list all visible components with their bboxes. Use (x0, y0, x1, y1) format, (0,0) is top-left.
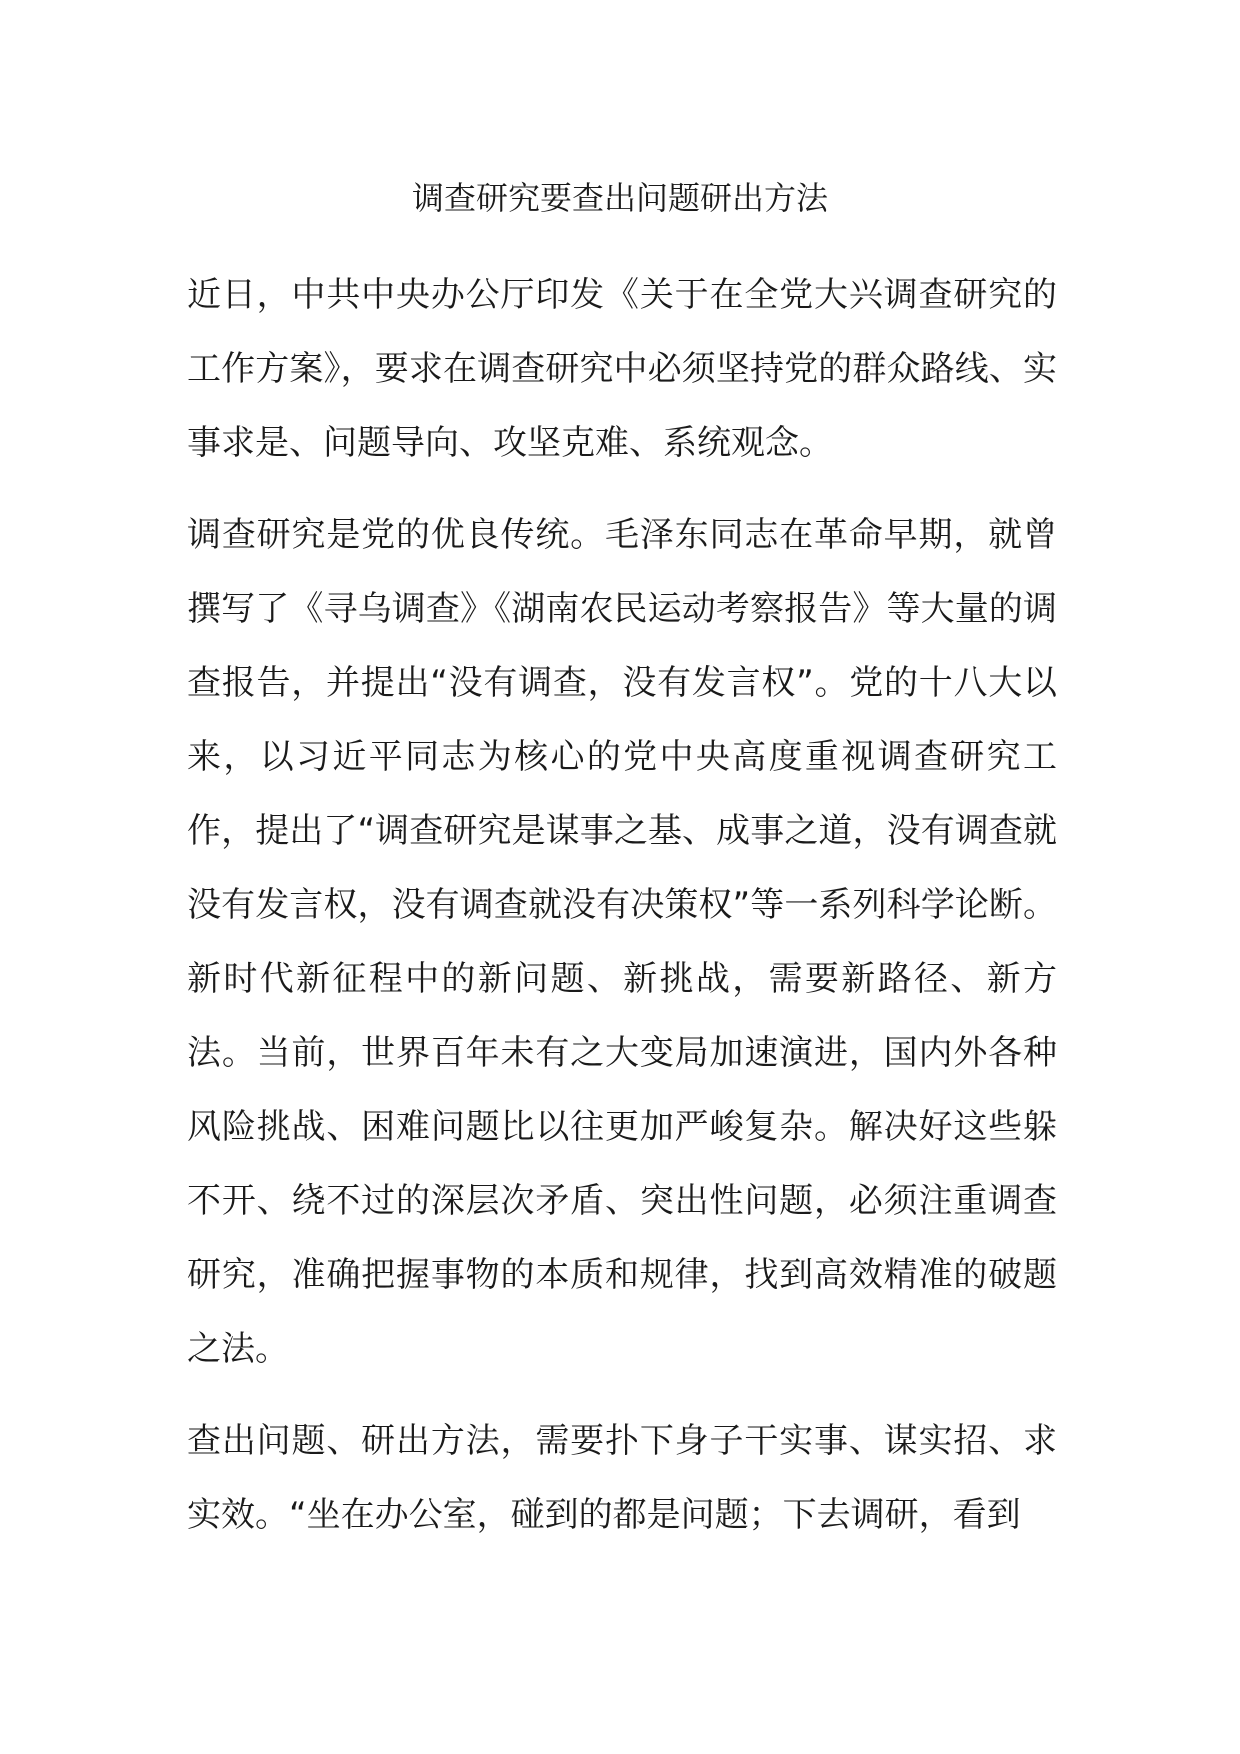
document-title: 调查研究要查出问题研出方法 (411, 179, 828, 217)
document-body (187, 258, 1057, 1570)
paragraph-1: 近日，中共中央办公厅印发《关于在全党大兴调查研究的工作方案》，要求在调查研究中必须坚持党的群众路线、实事求是、问题导向、攻坚克难、系统观念。 (187, 275, 1057, 463)
paragraph-2: 调查研究是党的优良传统。毛泽东同志在革命早期，就曾撰写了《寻乌调查》《湖南农民运动考察报告》等大量的调查报告，并提出“没有调查，没有发言权”。党的十八大以来，以习近平同志为核心的党中央高度重视调查研究工作，提出了“调查研究是谋事之基、成事之道，没有调查就没有发言权，没有调查就没有决策权”等一系列科学论断。新时代新征程中的新问题、新挑战，需要新路径、新方法。当前，世界百年未有之大变局加速演进，国内外各种风险挑战、困难问题比以往更加严峻复杂。解决好这些躲不开、绕不过的深层次矛盾、突出性问题，必须注重调查研究，准确把握事物的本质和规律，找到高效精准的破题之法。 (187, 515, 1057, 1369)
paragraph-3: 查出问题、研出方法，需要扑下身子干实事、谋实招、求实效。“坐在办公室，碰到的都是问题；下去调研，看到 (187, 1421, 1057, 1535)
